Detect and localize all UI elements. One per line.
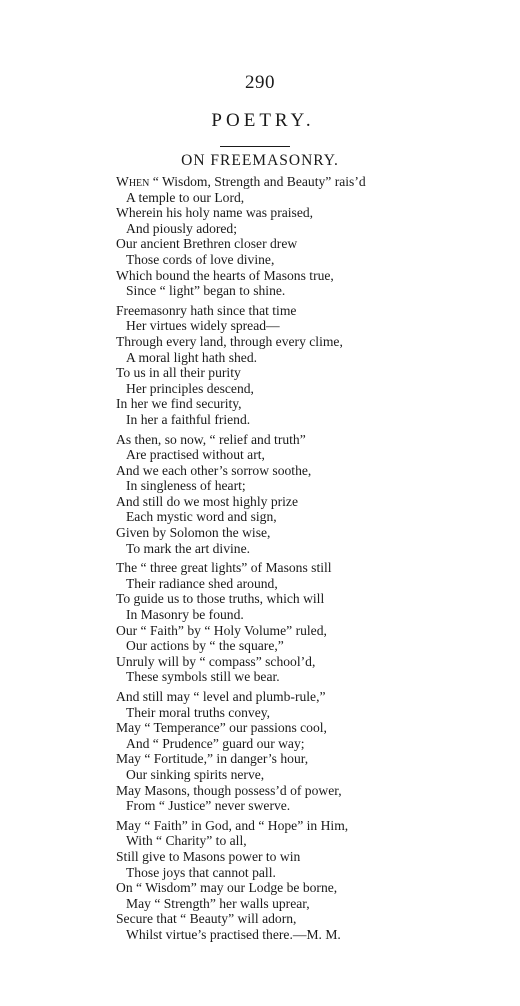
- stanza: [116, 689, 416, 814]
- stanza: [116, 303, 416, 428]
- title-rule: [220, 146, 290, 147]
- poem-line: Her virtues widely spread—: [126, 318, 280, 334]
- poem-line: Our “ Faith” by “ Holy Volume” ruled,: [116, 622, 327, 638]
- poem-line: In her we find security,: [116, 396, 242, 412]
- poem-line: Their radiance shed around,: [126, 575, 278, 591]
- poem-title: ON FREEMASONRY.: [181, 152, 339, 169]
- poem-line: And “ Prudence” guard our way;: [126, 735, 305, 751]
- poem-line: Wherein his holy name was praised,: [116, 205, 314, 221]
- poem-line: Which bound the hearts of Masons true,: [116, 267, 334, 283]
- poem-line: As then, so now, “ relief and truth”: [116, 431, 306, 447]
- poem-line: Those cords of love divine,: [126, 251, 275, 267]
- poem-line-text: “ Wisdom, Strength and Beauty” rais’d: [149, 174, 366, 189]
- poem-line: And still do we most highly prize: [116, 493, 298, 509]
- page-number: 290: [245, 72, 275, 93]
- poem-line: Through every land, through every clime,: [116, 333, 343, 349]
- poem-line: Those joys that cannot pall.: [126, 864, 276, 880]
- poem-line: Our actions by “ the square,”: [126, 638, 284, 654]
- stanza: [116, 818, 416, 943]
- poem-line: To us in all their purity: [116, 365, 241, 381]
- poem-line: In her a faithful friend.: [126, 411, 251, 427]
- poem-line: With “ Charity” to all,: [126, 833, 247, 849]
- poem-line: A temple to our Lord,: [126, 189, 245, 205]
- poem-line: The “ three great lights” of Masons still: [116, 560, 332, 576]
- poem-line: To mark the art divine.: [126, 540, 250, 556]
- stanza: [116, 174, 416, 299]
- poem-line: Her principles descend,: [126, 380, 254, 396]
- poem-line: Our ancient Brethren closer drew: [116, 236, 298, 252]
- poem-line: To guide us to those truths, which will: [116, 591, 325, 607]
- poem-line: In Masonry be found.: [126, 607, 244, 623]
- poem-body: [116, 174, 416, 947]
- poem-line: And still may “ level and plumb-rule,”: [116, 689, 326, 704]
- section-title: POETRY.: [211, 110, 315, 131]
- poem-line: Given by Solomon the wise,: [116, 525, 271, 541]
- stanza: [116, 432, 416, 557]
- poem-line: On “ Wisdom” may our Lodge be borne,: [116, 880, 338, 896]
- poem-line: Our sinking spirits nerve,: [126, 766, 265, 782]
- poem-line: Freemasonry hath since that time: [116, 302, 297, 318]
- poem-line: And we each other’s sorrow soothe,: [116, 462, 312, 478]
- poem-line: A moral light hath shed.: [126, 349, 258, 365]
- poem-line: And piously adored;: [126, 220, 238, 236]
- poem-line: Whilst virtue’s practised there.—M. M.: [126, 926, 341, 942]
- poem-line: Each mystic word and sign,: [126, 509, 277, 525]
- poem-line: In singleness of heart;: [126, 478, 246, 494]
- poem-line: Secure that “ Beauty” will adorn,: [116, 911, 297, 927]
- poem-line: May “ Temperance” our passions cool,: [116, 720, 327, 736]
- poem-line: Are practised without art,: [126, 447, 265, 463]
- poem-line: May “ Fortitude,” in danger’s hour,: [116, 751, 309, 767]
- poem-line: [116, 174, 416, 190]
- poem-line: May Masons, though possess’d of power,: [116, 782, 342, 798]
- stanza: [116, 560, 416, 685]
- poem-line: May “ Faith” in God, and “ Hope” in Him,: [116, 817, 349, 833]
- opening-word: When: [116, 174, 150, 189]
- poem-line: These symbols still we bear.: [126, 669, 280, 685]
- poem-line: May “ Strength” her walls uprear,: [126, 895, 310, 911]
- poem-line: Since “ light” began to shine.: [126, 283, 286, 299]
- poem-line: From “ Justice” never swerve.: [126, 798, 291, 814]
- poem-line: Unruly will by “ compass” school’d,: [116, 653, 316, 669]
- poem-line: Still give to Masons power to win: [116, 848, 301, 864]
- poem-line: Their moral truths convey,: [126, 704, 271, 720]
